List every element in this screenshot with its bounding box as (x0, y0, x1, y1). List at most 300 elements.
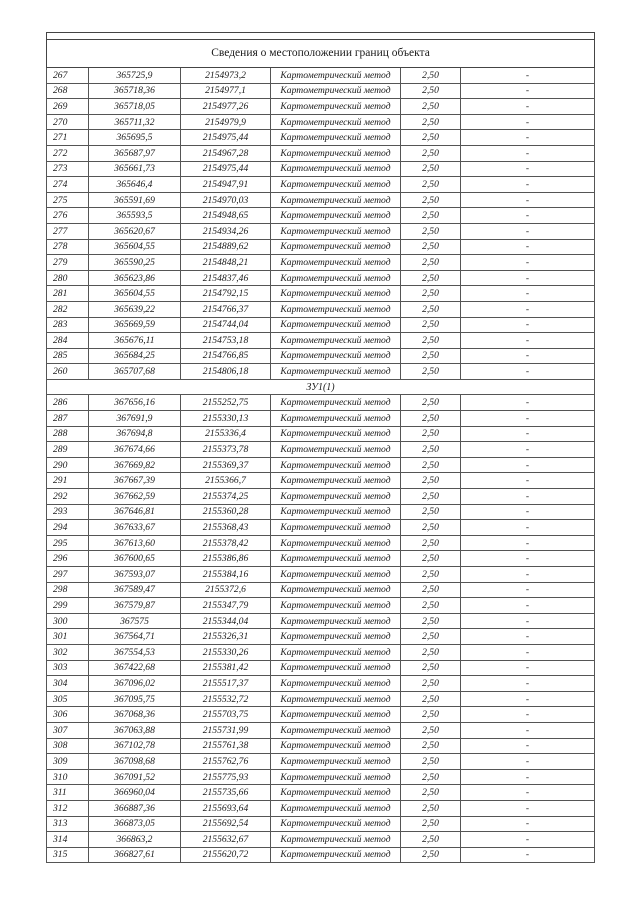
x-coordinate-cell: 366887,36 (89, 800, 181, 816)
y-coordinate-cell: 2154766,37 (181, 301, 271, 317)
method-cell: Картометрический метод (271, 161, 401, 177)
table-row (47, 223, 595, 239)
description-cell: - (461, 333, 595, 349)
accuracy-cell: 2,50 (401, 660, 461, 676)
table-row (47, 676, 595, 692)
accuracy-cell: 2,50 (401, 613, 461, 629)
accuracy-cell: 2,50 (401, 145, 461, 161)
table-row (47, 192, 595, 208)
description-cell: - (461, 68, 595, 84)
accuracy-cell: 2,50 (401, 442, 461, 458)
x-coordinate-cell: 367669,82 (89, 457, 181, 473)
x-coordinate-cell: 367656,16 (89, 395, 181, 411)
method-cell: Картометрический метод (271, 114, 401, 130)
description-cell: - (461, 722, 595, 738)
x-coordinate-cell: 365684,25 (89, 348, 181, 364)
method-cell: Картометрический метод (271, 800, 401, 816)
y-coordinate-cell: 2154744,04 (181, 317, 271, 333)
accuracy-cell: 2,50 (401, 239, 461, 255)
point-number-cell: 279 (47, 255, 89, 271)
y-coordinate-cell: 2155731,99 (181, 722, 271, 738)
table-row (47, 395, 595, 411)
point-number-cell: 303 (47, 660, 89, 676)
x-coordinate-cell: 367589,47 (89, 582, 181, 598)
x-coordinate-cell: 367554,53 (89, 644, 181, 660)
description-cell: - (461, 114, 595, 130)
point-number-cell: 299 (47, 598, 89, 614)
description-cell: - (461, 535, 595, 551)
accuracy-cell: 2,50 (401, 676, 461, 692)
description-cell: - (461, 691, 595, 707)
method-cell: Картометрический метод (271, 504, 401, 520)
x-coordinate-cell: 365646,4 (89, 177, 181, 193)
x-coordinate-cell: 367098,68 (89, 754, 181, 770)
point-number-cell: 300 (47, 613, 89, 629)
y-coordinate-cell: 2154934,26 (181, 223, 271, 239)
table-row (47, 567, 595, 583)
point-number-cell: 301 (47, 629, 89, 645)
y-coordinate-cell: 2155381,42 (181, 660, 271, 676)
point-number-cell: 297 (47, 567, 89, 583)
table-row (47, 208, 595, 224)
point-number-cell: 286 (47, 395, 89, 411)
accuracy-cell: 2,50 (401, 457, 461, 473)
point-number-cell: 310 (47, 769, 89, 785)
table-row (47, 333, 595, 349)
x-coordinate-cell: 367096,02 (89, 676, 181, 692)
x-coordinate-cell: 367575 (89, 613, 181, 629)
table-row (47, 754, 595, 770)
method-cell: Картометрический метод (271, 722, 401, 738)
y-coordinate-cell: 2154792,15 (181, 286, 271, 302)
description-cell: - (461, 489, 595, 505)
x-coordinate-cell: 367068,36 (89, 707, 181, 723)
description-cell: - (461, 707, 595, 723)
method-cell: Картометрический метод (271, 223, 401, 239)
method-cell: Картометрический метод (271, 598, 401, 614)
x-coordinate-cell: 367667,39 (89, 473, 181, 489)
method-cell: Картометрический метод (271, 567, 401, 583)
x-coordinate-cell: 366873,05 (89, 816, 181, 832)
accuracy-cell: 2,50 (401, 395, 461, 411)
point-number-cell: 277 (47, 223, 89, 239)
y-coordinate-cell: 2154973,2 (181, 68, 271, 84)
method-cell: Картометрический метод (271, 395, 401, 411)
point-number-cell: 306 (47, 707, 89, 723)
description-cell: - (461, 239, 595, 255)
table-top-spacer (47, 33, 595, 40)
accuracy-cell: 2,50 (401, 567, 461, 583)
point-number-cell: 305 (47, 691, 89, 707)
description-cell: - (461, 582, 595, 598)
method-cell: Картометрический метод (271, 582, 401, 598)
x-coordinate-cell: 365661,73 (89, 161, 181, 177)
point-number-cell: 276 (47, 208, 89, 224)
description-cell: - (461, 613, 595, 629)
point-number-cell: 269 (47, 99, 89, 115)
description-cell: - (461, 286, 595, 302)
table-row (47, 177, 595, 193)
method-cell: Картометрический метод (271, 99, 401, 115)
description-cell: - (461, 426, 595, 442)
accuracy-cell: 2,50 (401, 208, 461, 224)
table-row (47, 660, 595, 676)
point-number-cell: 283 (47, 317, 89, 333)
method-cell: Картометрический метод (271, 83, 401, 99)
method-cell: Картометрический метод (271, 629, 401, 645)
table-row (47, 364, 595, 380)
y-coordinate-cell: 2154979,9 (181, 114, 271, 130)
description-cell: - (461, 738, 595, 754)
method-cell: Картометрический метод (271, 255, 401, 271)
table-row (47, 130, 595, 146)
description-cell: - (461, 223, 595, 239)
y-coordinate-cell: 2155374,25 (181, 489, 271, 505)
y-coordinate-cell: 2155761,38 (181, 738, 271, 754)
section-label: ЗУ1(1) (47, 379, 595, 395)
x-coordinate-cell: 367633,67 (89, 520, 181, 536)
x-coordinate-cell: 367091,52 (89, 769, 181, 785)
point-number-cell: 267 (47, 68, 89, 84)
y-coordinate-cell: 2154947,91 (181, 177, 271, 193)
x-coordinate-cell: 367646,81 (89, 504, 181, 520)
description-cell: - (461, 754, 595, 770)
point-number-cell: 280 (47, 270, 89, 286)
accuracy-cell: 2,50 (401, 520, 461, 536)
point-number-cell: 284 (47, 333, 89, 349)
point-number-cell: 291 (47, 473, 89, 489)
x-coordinate-cell: 367095,75 (89, 691, 181, 707)
y-coordinate-cell: 2155373,78 (181, 442, 271, 458)
x-coordinate-cell: 365711,32 (89, 114, 181, 130)
table-row (47, 520, 595, 536)
y-coordinate-cell: 2155344,04 (181, 613, 271, 629)
accuracy-cell: 2,50 (401, 192, 461, 208)
method-cell: Картометрический метод (271, 816, 401, 832)
x-coordinate-cell: 365591,69 (89, 192, 181, 208)
method-cell: Картометрический метод (271, 68, 401, 84)
x-coordinate-cell: 365676,11 (89, 333, 181, 349)
y-coordinate-cell: 2155347,79 (181, 598, 271, 614)
y-coordinate-cell: 2155336,4 (181, 426, 271, 442)
table-row (47, 255, 595, 271)
y-coordinate-cell: 2155632,67 (181, 832, 271, 848)
point-number-cell: 304 (47, 676, 89, 692)
x-coordinate-cell: 366863,2 (89, 832, 181, 848)
y-coordinate-cell: 2154837,46 (181, 270, 271, 286)
point-number-cell: 302 (47, 644, 89, 660)
table-row (47, 270, 595, 286)
description-cell: - (461, 676, 595, 692)
table-row (47, 317, 595, 333)
table-row (47, 426, 595, 442)
accuracy-cell: 2,50 (401, 785, 461, 801)
y-coordinate-cell: 2155372,6 (181, 582, 271, 598)
accuracy-cell: 2,50 (401, 333, 461, 349)
point-number-cell: 287 (47, 411, 89, 427)
y-coordinate-cell: 2154948,65 (181, 208, 271, 224)
x-coordinate-cell: 365718,36 (89, 83, 181, 99)
point-number-cell: 313 (47, 816, 89, 832)
table-title: Сведения о местоположении границ объекта (47, 40, 595, 68)
y-coordinate-cell: 2155620,72 (181, 847, 271, 863)
x-coordinate-cell: 365669,59 (89, 317, 181, 333)
method-cell: Картометрический метод (271, 177, 401, 193)
x-coordinate-cell: 367564,71 (89, 629, 181, 645)
accuracy-cell: 2,50 (401, 738, 461, 754)
x-coordinate-cell: 365718,05 (89, 99, 181, 115)
point-number-cell: 272 (47, 145, 89, 161)
method-cell: Картометрический метод (271, 738, 401, 754)
accuracy-cell: 2,50 (401, 411, 461, 427)
y-coordinate-cell: 2154766,85 (181, 348, 271, 364)
description-cell: - (461, 270, 595, 286)
table-row (47, 161, 595, 177)
description-cell: - (461, 395, 595, 411)
description-cell: - (461, 551, 595, 567)
point-number-cell: 285 (47, 348, 89, 364)
table-row (47, 99, 595, 115)
x-coordinate-cell: 367063,88 (89, 722, 181, 738)
table-row (47, 348, 595, 364)
method-cell: Картометрический метод (271, 754, 401, 770)
table-row (47, 504, 595, 520)
table-row (47, 613, 595, 629)
table-row (47, 816, 595, 832)
table-row (47, 145, 595, 161)
accuracy-cell: 2,50 (401, 223, 461, 239)
description-cell: - (461, 348, 595, 364)
y-coordinate-cell: 2154967,28 (181, 145, 271, 161)
accuracy-cell: 2,50 (401, 473, 461, 489)
description-cell: - (461, 83, 595, 99)
description-cell: - (461, 816, 595, 832)
description-cell: - (461, 192, 595, 208)
accuracy-cell: 2,50 (401, 301, 461, 317)
method-cell: Картометрический метод (271, 520, 401, 536)
method-cell: Картометрический метод (271, 535, 401, 551)
point-number-cell: 281 (47, 286, 89, 302)
table-row (47, 411, 595, 427)
y-coordinate-cell: 2155735,66 (181, 785, 271, 801)
description-cell: - (461, 473, 595, 489)
table-row (47, 68, 595, 84)
description-cell: - (461, 208, 595, 224)
accuracy-cell: 2,50 (401, 535, 461, 551)
accuracy-cell: 2,50 (401, 364, 461, 380)
method-cell: Картометрический метод (271, 411, 401, 427)
table-row (47, 832, 595, 848)
point-number-cell: 298 (47, 582, 89, 598)
description-cell: - (461, 364, 595, 380)
point-number-cell: 268 (47, 83, 89, 99)
accuracy-cell: 2,50 (401, 68, 461, 84)
y-coordinate-cell: 2155330,26 (181, 644, 271, 660)
table-row (47, 707, 595, 723)
table-row (47, 286, 595, 302)
accuracy-cell: 2,50 (401, 754, 461, 770)
description-cell: - (461, 769, 595, 785)
x-coordinate-cell: 367579,87 (89, 598, 181, 614)
method-cell: Картометрический метод (271, 333, 401, 349)
y-coordinate-cell: 2155378,42 (181, 535, 271, 551)
accuracy-cell: 2,50 (401, 317, 461, 333)
method-cell: Картометрический метод (271, 832, 401, 848)
accuracy-cell: 2,50 (401, 348, 461, 364)
table-row (47, 239, 595, 255)
table-row (47, 598, 595, 614)
x-coordinate-cell: 367102,78 (89, 738, 181, 754)
x-coordinate-cell: 367422,68 (89, 660, 181, 676)
section-row (47, 379, 595, 395)
accuracy-cell: 2,50 (401, 847, 461, 863)
y-coordinate-cell: 2155517,37 (181, 676, 271, 692)
point-number-cell: 270 (47, 114, 89, 130)
description-cell: - (461, 317, 595, 333)
point-number-cell: 294 (47, 520, 89, 536)
description-cell: - (461, 847, 595, 863)
y-coordinate-cell: 2154975,44 (181, 161, 271, 177)
point-number-cell: 293 (47, 504, 89, 520)
y-coordinate-cell: 2154753,18 (181, 333, 271, 349)
table-row (47, 847, 595, 863)
table-row (47, 691, 595, 707)
accuracy-cell: 2,50 (401, 489, 461, 505)
method-cell: Картометрический метод (271, 301, 401, 317)
x-coordinate-cell: 367694,8 (89, 426, 181, 442)
accuracy-cell: 2,50 (401, 707, 461, 723)
document-sheet (46, 32, 594, 863)
description-cell: - (461, 177, 595, 193)
method-cell: Картометрический метод (271, 707, 401, 723)
y-coordinate-cell: 2155369,37 (181, 457, 271, 473)
table-row (47, 301, 595, 317)
description-cell: - (461, 785, 595, 801)
x-coordinate-cell: 365593,5 (89, 208, 181, 224)
point-number-cell: 309 (47, 754, 89, 770)
x-coordinate-cell: 367600,65 (89, 551, 181, 567)
table-row (47, 551, 595, 567)
method-cell: Картометрический метод (271, 286, 401, 302)
table-row (47, 738, 595, 754)
table-row (47, 489, 595, 505)
description-cell: - (461, 832, 595, 848)
accuracy-cell: 2,50 (401, 130, 461, 146)
accuracy-cell: 2,50 (401, 816, 461, 832)
y-coordinate-cell: 2155532,72 (181, 691, 271, 707)
y-coordinate-cell: 2155368,43 (181, 520, 271, 536)
accuracy-cell: 2,50 (401, 644, 461, 660)
table-row (47, 769, 595, 785)
method-cell: Картометрический метод (271, 208, 401, 224)
method-cell: Картометрический метод (271, 442, 401, 458)
x-coordinate-cell: 367691,9 (89, 411, 181, 427)
boundary-table-body (47, 33, 595, 863)
point-number-cell: 271 (47, 130, 89, 146)
point-number-cell: 307 (47, 722, 89, 738)
y-coordinate-cell: 2155692,54 (181, 816, 271, 832)
y-coordinate-cell: 2155366,7 (181, 473, 271, 489)
method-cell: Картометрический метод (271, 473, 401, 489)
accuracy-cell: 2,50 (401, 99, 461, 115)
table-row (47, 535, 595, 551)
table-row (47, 722, 595, 738)
x-coordinate-cell: 365604,55 (89, 239, 181, 255)
x-coordinate-cell: 365707,68 (89, 364, 181, 380)
y-coordinate-cell: 2155386,86 (181, 551, 271, 567)
accuracy-cell: 2,50 (401, 769, 461, 785)
accuracy-cell: 2,50 (401, 161, 461, 177)
table-row (47, 800, 595, 816)
method-cell: Картометрический метод (271, 192, 401, 208)
x-coordinate-cell: 365687,97 (89, 145, 181, 161)
method-cell: Картометрический метод (271, 644, 401, 660)
point-number-cell: 275 (47, 192, 89, 208)
y-coordinate-cell: 2154977,1 (181, 83, 271, 99)
accuracy-cell: 2,50 (401, 832, 461, 848)
y-coordinate-cell: 2154806,18 (181, 364, 271, 380)
x-coordinate-cell: 365590,25 (89, 255, 181, 271)
method-cell: Картометрический метод (271, 785, 401, 801)
description-cell: - (461, 99, 595, 115)
point-number-cell: 278 (47, 239, 89, 255)
x-coordinate-cell: 365639,22 (89, 301, 181, 317)
y-coordinate-cell: 2155252,75 (181, 395, 271, 411)
y-coordinate-cell: 2155703,75 (181, 707, 271, 723)
y-coordinate-cell: 2155330,13 (181, 411, 271, 427)
description-cell: - (461, 145, 595, 161)
method-cell: Картометрический метод (271, 130, 401, 146)
table-row (47, 114, 595, 130)
point-number-cell: 312 (47, 800, 89, 816)
y-coordinate-cell: 2155384,16 (181, 567, 271, 583)
y-coordinate-cell: 2154975,44 (181, 130, 271, 146)
x-coordinate-cell: 367593,07 (89, 567, 181, 583)
table-row (47, 644, 595, 660)
point-number-cell: 296 (47, 551, 89, 567)
point-number-cell: 295 (47, 535, 89, 551)
x-coordinate-cell: 367613,60 (89, 535, 181, 551)
description-cell: - (461, 130, 595, 146)
description-cell: - (461, 660, 595, 676)
y-coordinate-cell: 2154889,62 (181, 239, 271, 255)
x-coordinate-cell: 365725,9 (89, 68, 181, 84)
method-cell: Картометрический метод (271, 317, 401, 333)
x-coordinate-cell: 367674,66 (89, 442, 181, 458)
method-cell: Картометрический метод (271, 676, 401, 692)
point-number-cell: 290 (47, 457, 89, 473)
method-cell: Картометрический метод (271, 426, 401, 442)
point-number-cell: 315 (47, 847, 89, 863)
description-cell: - (461, 442, 595, 458)
point-number-cell: 314 (47, 832, 89, 848)
accuracy-cell: 2,50 (401, 582, 461, 598)
x-coordinate-cell: 365620,67 (89, 223, 181, 239)
accuracy-cell: 2,50 (401, 598, 461, 614)
y-coordinate-cell: 2154848,21 (181, 255, 271, 271)
x-coordinate-cell: 365604,55 (89, 286, 181, 302)
point-number-cell: 273 (47, 161, 89, 177)
table-row (47, 457, 595, 473)
point-number-cell: 289 (47, 442, 89, 458)
method-cell: Картометрический метод (271, 660, 401, 676)
accuracy-cell: 2,50 (401, 426, 461, 442)
description-cell: - (461, 598, 595, 614)
accuracy-cell: 2,50 (401, 83, 461, 99)
description-cell: - (461, 504, 595, 520)
description-cell: - (461, 567, 595, 583)
method-cell: Картометрический метод (271, 270, 401, 286)
